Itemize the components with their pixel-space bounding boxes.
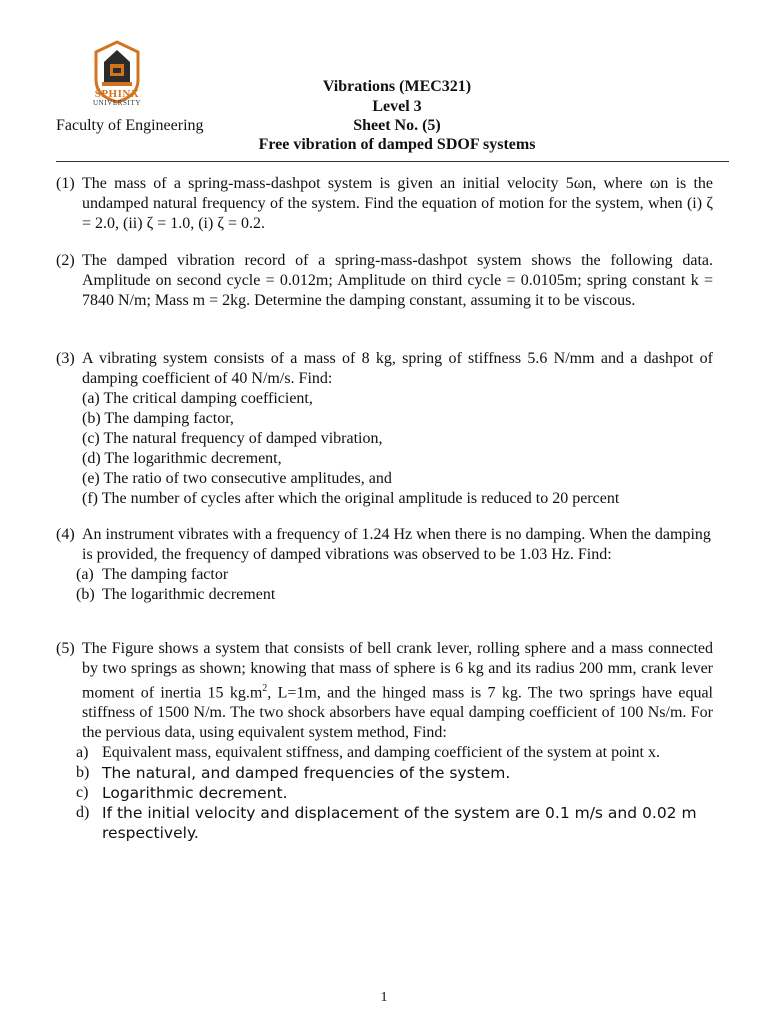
list-item xyxy=(76,585,713,605)
list-label: b) xyxy=(76,764,90,782)
list-text: Logarithmic decrement. xyxy=(102,784,288,803)
question-text-part: The Figure shows a system that consists of bell crank lever, rolling sphere and a mass connected by two springs as shown; knowing that mass of sphere is 6 kg and its radius 200 mm, crank lever moment of inertia 15 kg.m xyxy=(82,640,713,702)
list-label: (b) xyxy=(76,586,95,603)
question-number: (4) xyxy=(56,526,75,543)
list-text: The natural, and damped frequencies of the system. xyxy=(102,764,511,783)
list-text: If the initial velocity and displacement of the system are 0.1 m/s and 0.02 m respectively. xyxy=(102,804,697,843)
header-divider xyxy=(56,161,729,162)
level: Level 3 xyxy=(372,98,422,115)
question-5 xyxy=(56,639,713,843)
list-item xyxy=(76,743,713,763)
list-item xyxy=(76,783,713,803)
page-number: 1 xyxy=(380,990,388,1005)
question-3 xyxy=(56,349,713,509)
list-label: d) xyxy=(76,804,90,822)
list-item: (b) The damping factor, xyxy=(82,410,234,427)
question-number: (1) xyxy=(56,175,75,192)
question-number: (5) xyxy=(56,640,75,657)
question-1 xyxy=(56,174,713,234)
question-text: An instrument vibrates with a frequency of 1.24 Hz when there is no damping. When the damping is provided, the frequency of damped vibrations was observed to be 1.03 Hz. Find: xyxy=(82,526,711,563)
faculty-name: Faculty of Engineering xyxy=(56,117,204,134)
logo-subtitle: UNIVERSITY xyxy=(93,99,141,107)
question-number: (2) xyxy=(56,252,75,269)
list-item xyxy=(76,803,713,843)
superscript: 2 xyxy=(262,683,268,694)
sheet-number: Sheet No. (5) xyxy=(353,117,441,134)
list-text: The damping factor xyxy=(102,566,229,583)
list-item: (a) The critical damping coefficient, xyxy=(82,390,313,407)
question-text xyxy=(82,639,713,743)
sheet-topic: Free vibration of damped SDOF systems xyxy=(258,136,536,153)
list-item: (c) The natural frequency of damped vibration, xyxy=(82,430,383,447)
list-label: a) xyxy=(76,744,89,762)
question-text-part: , L=1m, and the hinged mass is 7 kg. The two springs have equal stiffness of 1500 N/m. The two shock absorbers have equal damping coefficient of 100 Ns/m. For the pervious data, using equivalent system method, Find: xyxy=(82,684,714,742)
list-item xyxy=(76,763,713,783)
question-text: A vibrating system consists of a mass of 8 kg, spring of stiffness 5.6 N/mm and a dashpot of damping coefficient of 40 N/m/s. Find: xyxy=(82,350,713,387)
question-text: The damped vibration record of a spring-mass-dashpot system shows the following data. Amplitude on second cycle = 0.012m; Amplitude on third cycle = 0.0105m; spring constant k = 7840 N/m; Mass m = 2kg. Determine the damping constant, assuming it to be viscous. xyxy=(82,252,713,309)
logo-name: SPHINX xyxy=(94,88,140,100)
list-item xyxy=(76,565,713,585)
list-text: The logarithmic decrement xyxy=(102,586,276,603)
list-text: Equivalent mass, equivalent stiffness, and damping coefficient of the system at point x. xyxy=(102,744,660,762)
question-4 xyxy=(56,525,713,605)
list-item: (e) The ratio of two consecutive amplitudes, and xyxy=(82,470,392,487)
question-2 xyxy=(56,251,713,311)
list-label: (a) xyxy=(76,566,94,583)
question-number: (3) xyxy=(56,350,75,367)
course-title: Vibrations (MEC321) xyxy=(322,78,472,95)
question-text: The mass of a spring-mass-dashpot system is given an initial velocity 5ωn, where ωn is the undamped natural frequency of the system. Find the equation of motion for the system, when (i) ζ = 2.0, (ii) ζ = 1.0, (i) ζ = 0.2. xyxy=(82,175,713,232)
list-item: (d) The logarithmic decrement, xyxy=(82,450,282,467)
list-label: c) xyxy=(76,784,89,802)
list-item: (f) The number of cycles after which the original amplitude is reduced to 20 percent xyxy=(82,490,620,507)
